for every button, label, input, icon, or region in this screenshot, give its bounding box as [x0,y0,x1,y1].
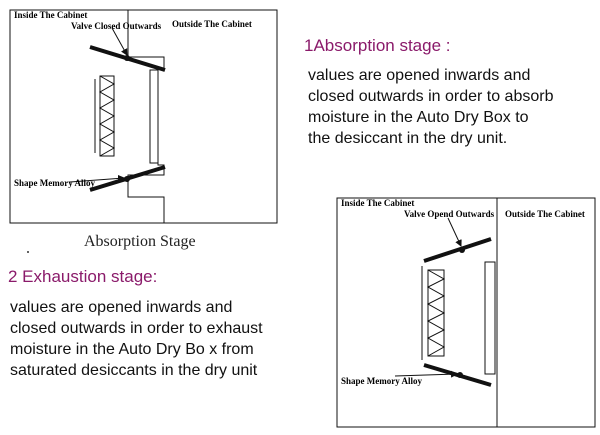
stray-dot [27,251,29,253]
absorption-line: closed outwards in order to absorb [308,88,554,105]
valve-pointer-2 [448,218,461,246]
valve-closed-label: Valve Closed Outwards [71,21,162,31]
cabinet-frame [10,10,277,223]
absorption-stage-caption: Absorption Stage [84,233,196,250]
exhaustion-heading: 2 Exhaustion stage: [8,267,158,286]
upper-valve-hinge-2 [459,247,465,253]
exhaustion-line: saturated desiccants in the dry unit [10,362,258,379]
absorption-diagram [10,10,277,223]
exhaustion-line: closed outwards in order to exhaust [10,320,263,337]
valve-pointer [112,28,127,55]
lower-valve-hinge [124,176,130,182]
upper-valve-2 [424,239,491,261]
outside-cabinet-label-2: Outside The Cabinet [505,209,585,219]
desiccant-unit [150,70,158,163]
exhaustion-line: values are opened inwards and [10,299,233,316]
shape-memory-alloy-label: Shape Memory Alloy [14,178,95,188]
exhaustion-line: moisture in the Auto Dry Bo x from [10,341,254,358]
shape-memory-alloy-label-2: Shape Memory Alloy [341,376,422,386]
upper-valve-hinge [124,55,130,61]
exhaustion-description [10,297,263,381]
inside-cabinet-label-2: Inside The Cabinet [341,198,415,208]
desiccant-unit-2 [485,262,495,374]
inside-cabinet-label: Inside The Cabinet [14,10,88,20]
lower-valve-hinge-2 [457,372,463,378]
absorption-heading: 1Absorption stage : [304,36,451,55]
outside-cabinet-label: Outside The Cabinet [172,19,252,29]
valve-opened-label: Valve Opend Outwards [404,209,495,219]
absorption-line: values are opened inwards and [308,67,531,84]
exhaustion-diagram [337,198,595,427]
cabinet-frame-2 [337,198,595,427]
absorption-line: moisture in the Auto Dry Box to [308,109,529,126]
absorption-description [308,65,553,149]
absorption-line: the desiccant in the dry unit. [308,130,508,147]
cabinet-wall [128,10,164,223]
